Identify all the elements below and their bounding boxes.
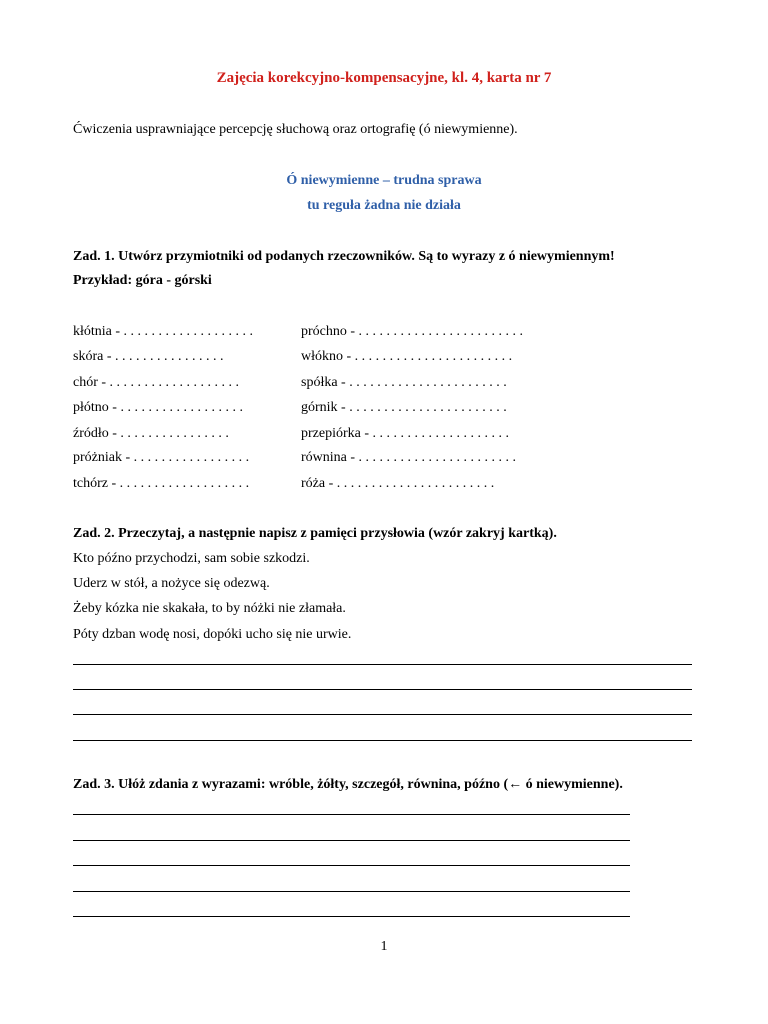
- intro-text: Ćwiczenia usprawniające percepcję słuchową oraz ortografię (ó niewymienne).: [73, 122, 518, 137]
- motto-line-2: tu reguła żadna nie działa: [307, 198, 461, 213]
- writing-line[interactable]: [73, 740, 692, 741]
- motto-line-1: Ó niewymienne – trudna sprawa: [286, 173, 482, 188]
- writing-line[interactable]: [73, 916, 630, 917]
- task1-item-right: równina - . . . . . . . . . . . . . . . . . . . . . . .: [301, 450, 517, 465]
- task1-item-right: róża - . . . . . . . . . . . . . . . . . . . . . . .: [301, 476, 495, 491]
- task1-item-left: tchórz - . . . . . . . . . . . . . . . . . . .: [73, 476, 250, 491]
- task1-item-left: chór - . . . . . . . . . . . . . . . . . . .: [73, 375, 240, 390]
- writing-line[interactable]: [73, 814, 630, 815]
- task1-item-right: próchno - . . . . . . . . . . . . . . . . . . . . . . . .: [301, 324, 524, 339]
- task1-item-right: górnik - . . . . . . . . . . . . . . . . . . . . . . .: [301, 400, 507, 415]
- task1-item-left: źródło - . . . . . . . . . . . . . . . .: [73, 426, 229, 441]
- writing-line[interactable]: [73, 689, 692, 690]
- task1-item-left: próżniak - . . . . . . . . . . . . . . . . .: [73, 450, 250, 465]
- writing-line[interactable]: [73, 714, 692, 715]
- proverb-line: Żeby kózka nie skakała, to by nóżki nie złamała.: [73, 601, 346, 616]
- task1-heading: Zad. 1. Utwórz przymiotniki od podanych rzeczowników. Są to wyrazy z ó niewymiennym!: [73, 249, 615, 264]
- task1-item-right: włókno - . . . . . . . . . . . . . . . . . . . . . . .: [301, 349, 513, 364]
- writing-line[interactable]: [73, 891, 630, 892]
- task1-item-right: przepiórka - . . . . . . . . . . . . . . . . . . . .: [301, 426, 510, 441]
- writing-line[interactable]: [73, 865, 630, 866]
- task1-item-right: spółka - . . . . . . . . . . . . . . . . . . . . . . .: [301, 375, 507, 390]
- task1-example: Przykład: góra - górski: [73, 273, 212, 288]
- page-number: 1: [380, 939, 388, 954]
- worksheet-title: Zajęcia korekcyjno-kompensacyjne, kl. 4, karta nr 7: [216, 70, 552, 86]
- writing-line[interactable]: [73, 664, 692, 665]
- proverb-line: Póty dzban wodę nosi, dopóki ucho się nie urwie.: [73, 627, 352, 642]
- proverb-line: Kto późno przychodzi, sam sobie szkodzi.: [73, 551, 310, 566]
- task2-heading: Zad. 2. Przeczytaj, a następnie napisz z pamięci przysłowia (wzór zakryj kartką).: [73, 526, 557, 541]
- task1-item-left: kłótnia - . . . . . . . . . . . . . . . . . . .: [73, 324, 254, 339]
- task3-heading: Zad. 3. Ułóż zdania z wyrazami: wróble, żółty, szczegół, równina, późno (← ó niewymienne).: [73, 777, 623, 792]
- task1-item-left: skóra - . . . . . . . . . . . . . . . .: [73, 349, 224, 364]
- task1-item-left: płótno - . . . . . . . . . . . . . . . . . .: [73, 400, 243, 415]
- writing-line[interactable]: [73, 840, 630, 841]
- proverb-line: Uderz w stół, a nożyce się odezwą.: [73, 576, 270, 591]
